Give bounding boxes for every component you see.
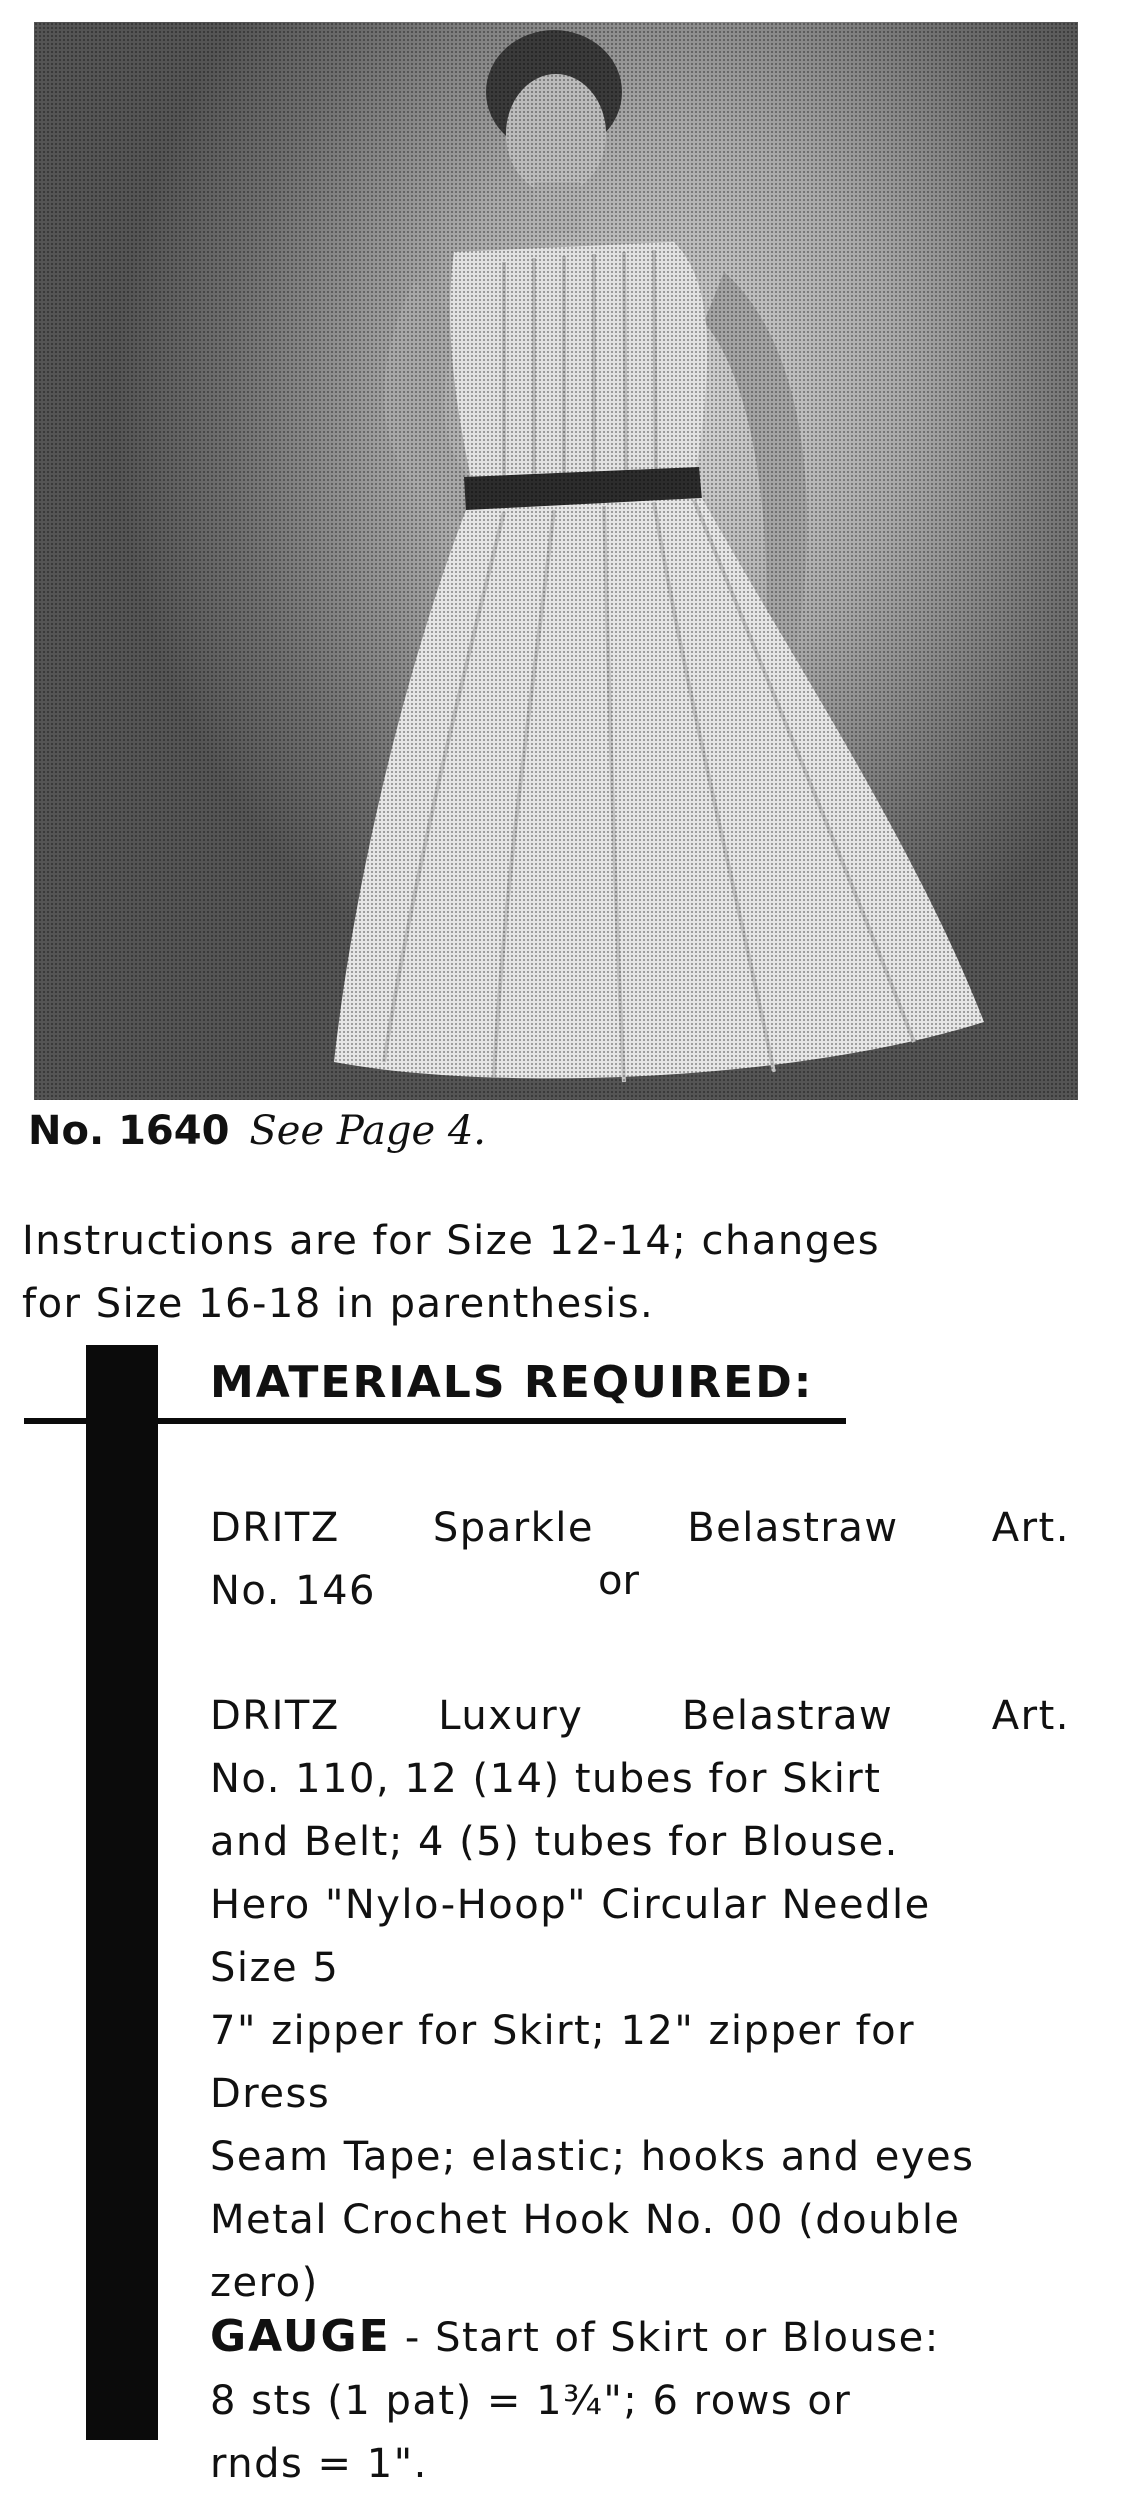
gauge-line-1: GAUGE - Start of Skirt or Blouse: [210, 2311, 940, 2362]
gauge-section [210, 2305, 1070, 2496]
size-instructions [22, 1210, 1082, 1336]
pattern-photo [34, 22, 1078, 1100]
luxury-line-1: DRITZ Luxury Belastraw Art. [210, 1693, 1070, 1739]
materials-line: Hero "Nylo-Hoop" Circular Needle [210, 1882, 931, 1928]
woman-in-dress-illustration [34, 22, 1078, 1100]
gauge-line-3: rnds = 1". [210, 2441, 428, 2487]
pattern-caption [28, 1108, 486, 1154]
materials-line: Dress [210, 2071, 331, 2117]
materials-line: and Belt; 4 (5) tubes for Blouse. [210, 1819, 899, 1865]
pattern-number: No. 1640 [28, 1108, 230, 1154]
intro-line-2: for Size 16-18 in parenthesis. [22, 1281, 655, 1327]
materials-line: zero) [210, 2260, 319, 2306]
materials-item-sparkle [210, 1497, 1070, 1623]
materials-line: 7" zipper for Skirt; 12" zipper for [210, 2008, 916, 2054]
materials-item-luxury [210, 1685, 1070, 2315]
materials-line: Metal Crochet Hook No. 00 (double [210, 2197, 961, 2243]
materials-line: Size 5 [210, 1945, 340, 1991]
intro-line-1: Instructions are for Size 12-14; changes [22, 1218, 881, 1264]
see-page-reference: See Page 4. [249, 1108, 486, 1154]
materials-heading: MATERIALS REQUIRED: [210, 1357, 814, 1408]
skirt-shape [334, 498, 984, 1078]
sparkle-line-2: No. 146 [210, 1568, 376, 1614]
materials-line: No. 110, 12 (14) tubes for Skirt [210, 1756, 882, 1802]
materials-line: Seam Tape; elastic; hooks and eyes [210, 2134, 975, 2180]
gauge-label: GAUGE [210, 2311, 391, 2362]
bodice-shape [450, 242, 707, 492]
sparkle-line-1: DRITZ Sparkle Belastraw Art. [210, 1505, 1070, 1551]
face-shape [506, 74, 606, 194]
heading-rule [24, 1418, 846, 1424]
gauge-line-2: 8 sts (1 pat) = 1¾"; 6 rows or [210, 2378, 852, 2424]
black-sidebar-bar [86, 1345, 158, 2440]
or-separator: or [598, 1558, 639, 1604]
